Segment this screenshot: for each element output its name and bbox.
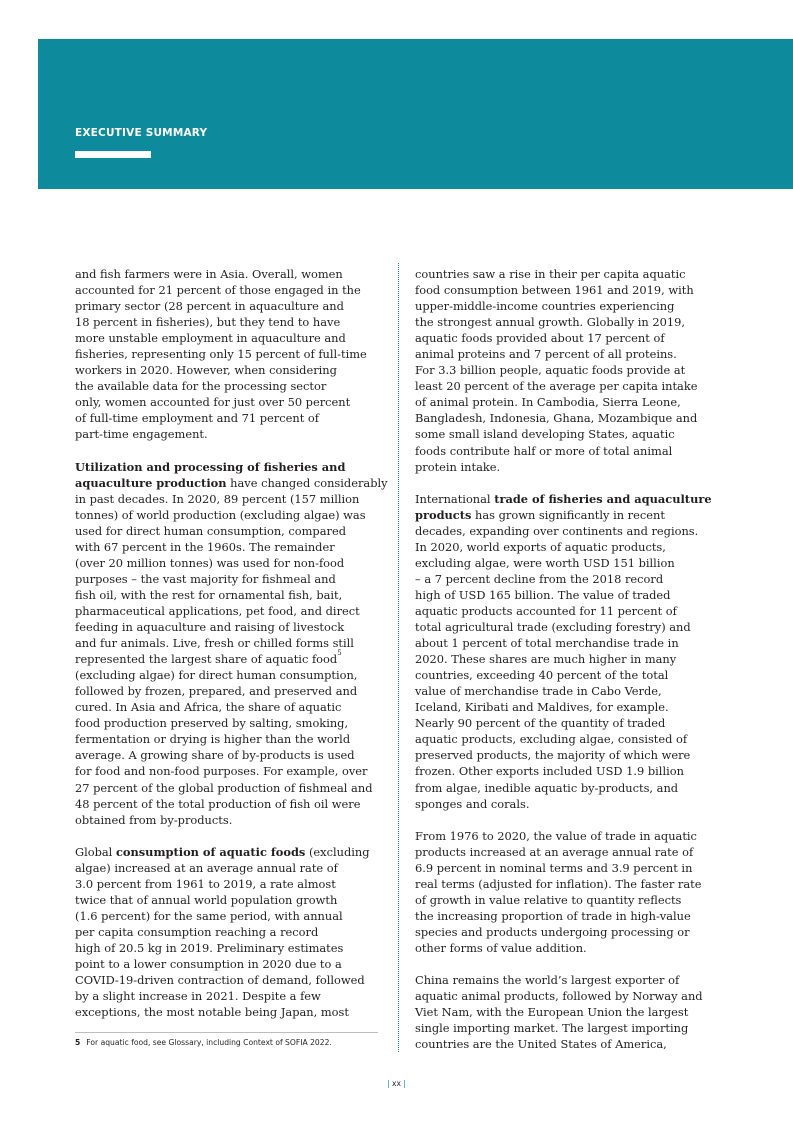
text-line: Viet Nam, with the European Union the largest — [415, 1005, 689, 1020]
text-line — [415, 491, 723, 507]
page-number-separator: | — [403, 1079, 406, 1088]
text-line: protein intake. — [415, 459, 501, 474]
text-line: 27 percent of the global production of fishmeal and — [75, 780, 373, 795]
text-line: fish oil, with the rest for ornamental fish, bait, — [75, 587, 343, 602]
text-line: about 1 percent of total merchandise trade in — [415, 636, 679, 651]
text-line: countries saw a rise in their per capita aquatic — [415, 267, 686, 281]
text-line: of animal protein. In Cambodia, Sierra Leone, — [415, 395, 681, 410]
footnote-number: 5 — [75, 1038, 81, 1047]
text-line — [75, 459, 380, 475]
paragraph-trade-growth — [415, 828, 723, 956]
text-line: the available data for the processing sector — [75, 379, 327, 394]
footnote-divider — [75, 1032, 378, 1033]
text-line — [415, 507, 723, 523]
text-line: total agricultural trade (excluding forestry) and — [415, 620, 691, 635]
text-line: 2020. These shares are much higher in many — [415, 652, 677, 667]
text-line: food consumption between 1961 and 2019, with — [415, 283, 694, 298]
text-line: – a 7 percent decline from the 2018 record — [415, 571, 664, 586]
text-line: of full-time employment and 71 percent of — [75, 411, 319, 426]
text-line: by a slight increase in 2021. Despite a few — [75, 989, 321, 1004]
text-line: In 2020, world exports of aquatic products, — [415, 539, 666, 554]
text-line: part-time engagement. — [75, 427, 208, 442]
text-line: high of USD 165 billion. The value of traded — [415, 587, 671, 602]
text-fragment: has grown significantly in recent — [471, 507, 665, 522]
text-line: exceptions, the most notable being Japan, most — [75, 1005, 349, 1020]
text-line: aquatic products accounted for 11 percent of — [415, 603, 677, 618]
text-line: Iceland, Kiribati and Maldives, for example. — [415, 700, 669, 715]
text-line: 18 percent in fisheries), but they tend to have — [75, 315, 341, 330]
text-line: aquatic foods provided about 17 percent of — [415, 331, 665, 346]
column-divider — [398, 263, 399, 1052]
text-line: aquatic products, excluding algae, consisted of — [415, 732, 688, 747]
text-line: cured. In Asia and Africa, the share of aquatic — [75, 700, 342, 715]
text-line: 48 percent of the total production of fish oil were — [75, 796, 361, 811]
text-line: feeding in aquaculture and raising of livestock — [75, 620, 345, 635]
text-line: single importing market. The largest importing — [415, 1021, 689, 1036]
paragraph-women-employment — [75, 266, 380, 443]
right-column — [415, 266, 723, 1068]
text-line: tonnes) of world production (excluding algae) was — [75, 507, 366, 522]
text-line: COVID-19-driven contraction of demand, followed — [75, 973, 365, 988]
text-line: only, women accounted for just over 50 percent — [75, 395, 351, 410]
text-line: countries, exceeding 40 percent of the total — [415, 668, 669, 683]
text-line: foods contribute half or more of total animal — [415, 443, 673, 458]
text-line: sponges and corals. — [415, 796, 530, 811]
text-line: preserved products, the majority of which were — [415, 748, 691, 763]
text-line: per capita consumption reaching a record — [75, 924, 319, 939]
text-line: high of 20.5 kg in 2019. Preliminary estimates — [75, 940, 344, 955]
text-line: with 67 percent in the 1960s. The remainder — [75, 539, 335, 554]
text-line: aquatic animal products, followed by Norway and — [415, 989, 703, 1004]
text-line: and fur animals. Live, fresh or chilled forms still — [75, 636, 354, 651]
text-line: (excluding algae) for direct human consumption, — [75, 668, 358, 683]
text-line: real terms (adjusted for inflation). The faster rate — [415, 876, 702, 891]
text-line: used for direct human consumption, compared — [75, 523, 346, 538]
footnote — [75, 1038, 332, 1047]
paragraph-exporters — [415, 972, 723, 1052]
text-line: For 3.3 billion people, aquatic foods provide at — [415, 363, 686, 378]
text-line: the strongest annual growth. Globally in 2019, — [415, 315, 685, 330]
bold-term: products — [415, 507, 472, 522]
text-line: algae) increased at an average annual rate of — [75, 860, 338, 875]
text-fragment: Global — [75, 844, 116, 859]
bold-term: aquaculture production — [75, 475, 227, 490]
paragraph-trade — [415, 491, 723, 812]
text-line: and fish farmers were in Asia. Overall, women — [75, 267, 343, 281]
text-line — [75, 475, 388, 491]
text-line: twice that of annual world population growth — [75, 892, 338, 907]
text-line: purposes – the vast majority for fishmeal and — [75, 571, 336, 586]
title-underline — [75, 151, 151, 158]
bold-term: consumption of aquatic foods — [115, 844, 306, 859]
text-line: species and products undergoing processing or — [415, 924, 690, 939]
text-fragment: have changed considerably — [226, 475, 388, 490]
paragraph-utilization — [75, 459, 388, 828]
text-line: food production preserved by salting, smoking, — [75, 716, 349, 731]
text-line: (over 20 million tonnes) was used for non-food — [75, 555, 345, 570]
text-line: excluding algae, were worth USD 151 billion — [415, 555, 675, 570]
section-title: EXECUTIVE SUMMARY — [75, 127, 208, 139]
header-banner — [38, 39, 793, 189]
text-line: pharmaceutical applications, pet food, and direct — [75, 603, 360, 618]
paragraph-consumption-continued — [415, 266, 723, 475]
text-line: value of merchandise trade in Cabo Verde, — [415, 684, 662, 699]
page-number-separator: | — [387, 1079, 390, 1088]
text-line — [75, 651, 380, 667]
text-line: fermentation or drying is higher than the world — [75, 732, 351, 747]
page-number — [0, 1079, 793, 1088]
text-line: Nearly 90 percent of the quantity of traded — [415, 716, 666, 731]
text-line: least 20 percent of the average per capita intake — [415, 379, 698, 394]
text-line: accounted for 21 percent of those engaged in the — [75, 283, 361, 298]
text-line: of growth in value relative to quantity reflects — [415, 892, 682, 907]
text-line: some small island developing States, aquatic — [415, 427, 675, 442]
text-line: in past decades. In 2020, 89 percent (157 million — [75, 491, 360, 506]
text-line: upper-middle-income countries experiencing — [415, 299, 675, 314]
text-line: point to a lower consumption in 2020 due to a — [75, 957, 342, 972]
text-line: (1.6 percent) for the same period, with annual — [75, 908, 343, 923]
text-line: obtained from by-products. — [75, 812, 233, 827]
text-line: the increasing proportion of trade in high-value — [415, 908, 691, 923]
left-column — [75, 266, 388, 1036]
text-line — [75, 844, 380, 860]
text-line: 6.9 percent in nominal terms and 3.9 percent in — [415, 860, 693, 875]
text-line: other forms of value addition. — [415, 940, 587, 955]
text-line: average. A growing share of by-products is used — [75, 748, 355, 763]
text-line: countries are the United States of America, — [415, 1037, 667, 1052]
text-fragment: (excluding — [305, 844, 370, 859]
text-line: primary sector (28 percent in aquaculture and — [75, 299, 344, 314]
text-line: From 1976 to 2020, the value of trade in aquatic — [415, 828, 697, 843]
text-line: China remains the world’s largest exporter of — [415, 973, 680, 988]
text-line: more unstable employment in aquaculture and — [75, 331, 346, 346]
text-line: decades, expanding over continents and regions. — [415, 523, 699, 538]
text-fragment: International — [415, 491, 495, 506]
text-line: Bangladesh, Indonesia, Ghana, Mozambique and — [415, 411, 698, 426]
text-line: from algae, inedible aquatic by-products, and — [415, 780, 679, 795]
bold-term: trade of fisheries and aquaculture — [494, 491, 712, 506]
footnote-reference[interactable]: 5 — [337, 649, 342, 658]
text-line: products increased at an average annual rate of — [415, 844, 694, 859]
bold-term: Utilization and processing of fisheries and — [75, 459, 346, 474]
paragraph-consumption — [75, 844, 380, 1021]
page-number-value: xx — [392, 1079, 401, 1088]
text-fragment: represented the largest share of aquatic food — [75, 652, 338, 667]
text-line: frozen. Other exports included USD 1.9 billion — [415, 764, 684, 779]
text-line: workers in 2020. However, when considering — [75, 363, 337, 378]
text-line: followed by frozen, prepared, and preserved and — [75, 684, 358, 699]
text-line: 3.0 percent from 1961 to 2019, a rate almost — [75, 876, 336, 891]
footnote-text: For aquatic food, see Glossary, including Context of SOFIA 2022. — [86, 1038, 332, 1047]
text-line: animal proteins and 7 percent of all proteins. — [415, 347, 677, 362]
text-line: for food and non-food purposes. For example, over — [75, 764, 368, 779]
text-line: fisheries, representing only 15 percent of full-time — [75, 347, 367, 362]
